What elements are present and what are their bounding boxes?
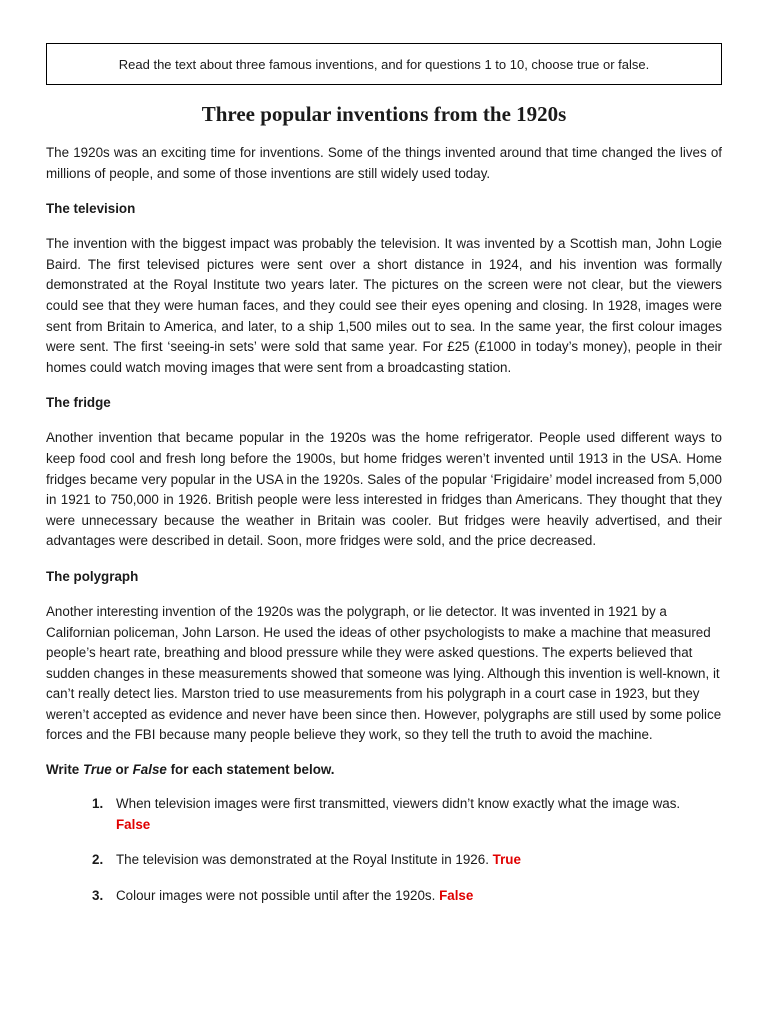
question-answer: True (492, 852, 521, 868)
question-text: When television images were first transmitted, viewers didn’t know exactly what the image was. (116, 796, 681, 812)
true-word: True (82, 762, 112, 778)
question-body (116, 886, 473, 907)
section-body: Another invention that became popular in the 1920s was the home refrigerator. People used different ways to keep food cool and fresh long before the 1900s, but home fridges weren’t invented until 1913 in the USA. Home fridges became very popular in the USA in the 1920s. Sales of the popular ‘Frigidaire’ model increased from 5,000 in 1921 to 750,000 in 1926. British people were less interested in fridges than Americans. They thought that they were unnecessary because the weather in Britain was cooler. But fridges were heavily advertised, and their advantages were described in detail. Soon, more fridges were sold, and the price decreased. (46, 430, 722, 549)
question-item (92, 886, 692, 907)
section-heading: The polygraph (46, 568, 139, 584)
section-fridge (46, 393, 722, 552)
or-word: or (111, 762, 133, 778)
question-item (92, 794, 692, 835)
question-answer: False (116, 816, 151, 832)
question-body (116, 850, 521, 871)
intro-paragraph: The 1920s was an exciting time for inventions. Some of the things invented around that time changed the lives of millions of people, and some of those inventions are still widely used today. (46, 145, 722, 181)
section-polygraph (46, 567, 722, 746)
questions-instruction (46, 760, 722, 780)
section-television (46, 199, 722, 378)
question-number: 3. (92, 887, 104, 903)
write-suffix: for each statement below. (166, 762, 335, 778)
section-body: Another interesting invention of the 1920s was the polygraph, or lie detector. It was invented in 1921 by a Californian policeman, John Larson. He used the ideas of other psychologists to make a machine that measured people’s heart rate, breathing and blood pressure while they were asked questions. The experts believed that sudden changes in these measurements showed that someone was lying. Although this invention is well-known, it can’t really detect lies. Marston tried to use measurements from his polygraph in a court case in 1923, but they weren’t accepted as evidence and never have been since then. However, polygraphs are still used by some police forces and the FBI because many people believe they work, so they tell the truth to avoid the machine. (46, 603, 722, 743)
section-heading: The fridge (46, 395, 111, 411)
question-item (92, 850, 692, 871)
page-title: Three popular inventions from the 1920s (201, 102, 567, 126)
instruction-box (46, 43, 722, 85)
instruction-text: Read the text about three famous inventions, and for questions 1 to 10, choose true or false. (118, 56, 650, 72)
section-body: The invention with the biggest impact was probably the television. It was invented by a Scottish man, John Logie Baird. The first televised pictures were sent over a short distance in 1924, and his invention was formally demonstrated at the Royal Institute two years later. The pictures on the screen were not clear, but the viewers could see that they were human faces, and they could see their eyes opening and closing. In 1928, images were sent from Britain to America, and later, to a ship 1,500 miles out to sea. In the same year, the first colour images were sent. The first ‘seeing-in sets’ were sold that same year. For £25 (£1000 in today’s money), people in their homes could watch moving images that were sent from a broadcasting station. (46, 236, 722, 375)
question-number: 2. (92, 852, 104, 868)
write-prefix: Write (46, 762, 83, 778)
question-body (116, 794, 692, 835)
questions-list (46, 794, 722, 906)
section-heading: The television (46, 201, 136, 217)
question-text: Colour images were not possible until after the 1920s. (116, 887, 436, 903)
false-word: False (132, 762, 167, 778)
question-number: 1. (92, 796, 104, 812)
worksheet-page (46, 43, 722, 921)
question-answer: False (439, 887, 474, 903)
question-text: The television was demonstrated at the Royal Institute in 1926. (116, 852, 489, 868)
